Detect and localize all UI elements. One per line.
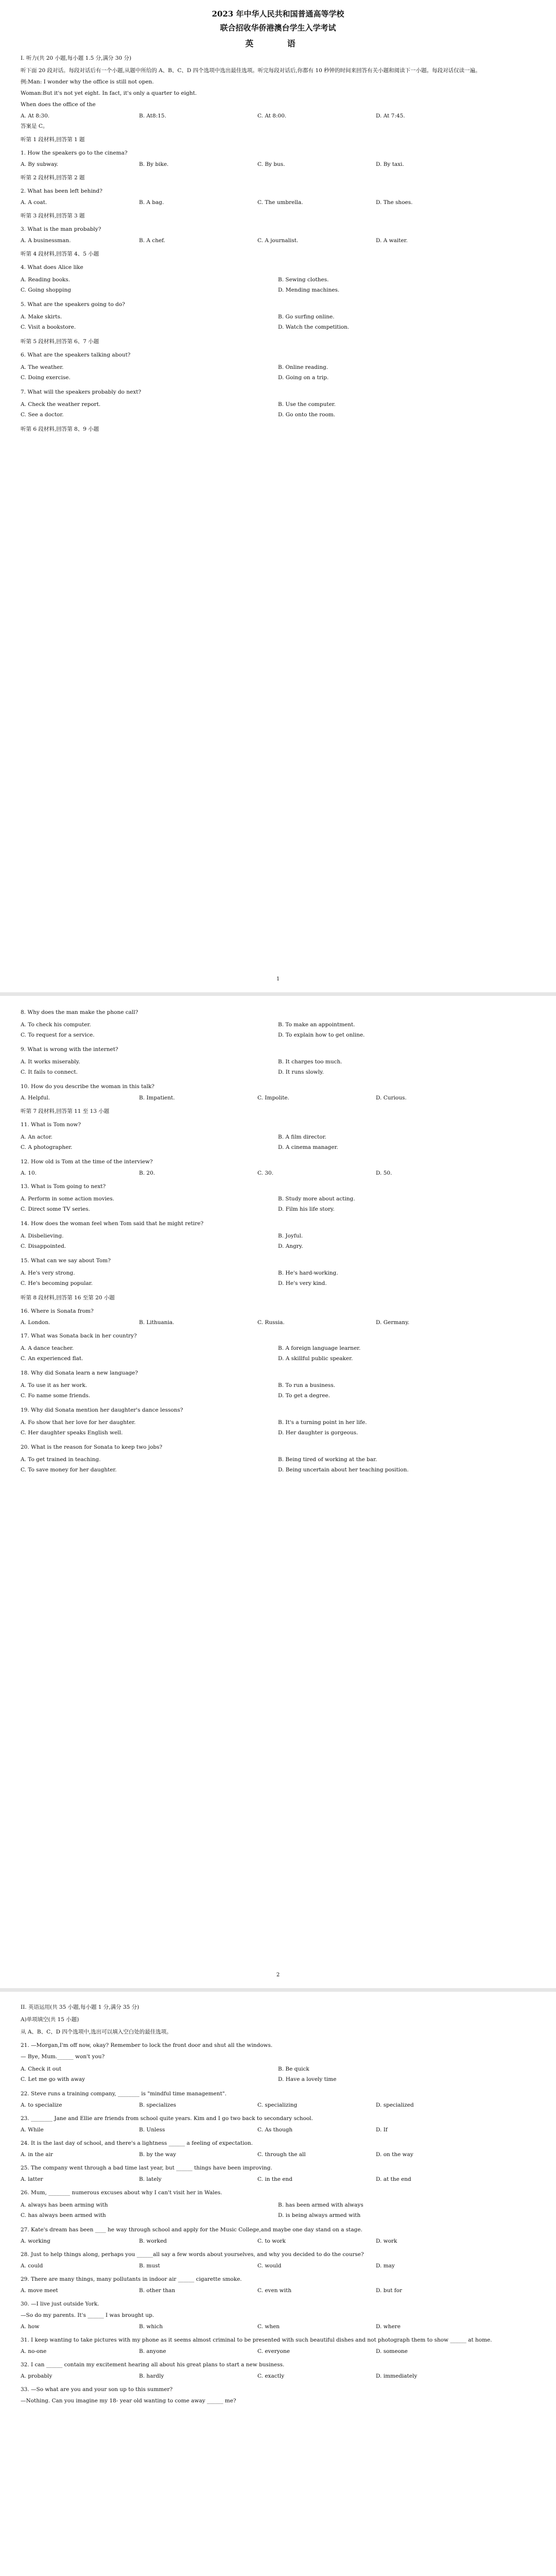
option: B. 20. xyxy=(139,1170,155,1176)
question-stem: 33. —So what are you and your son up to this summer? xyxy=(21,2386,173,2393)
question-options xyxy=(21,1454,535,1475)
option: D. but for xyxy=(376,2287,402,2294)
question-stem: 6. What are the speakers talking about? xyxy=(21,352,131,358)
option: C. Visit a bookstore. xyxy=(21,324,76,330)
option: B. must xyxy=(139,2263,160,2269)
option: A. Perform in some action movies. xyxy=(21,1196,114,1202)
option: C. to work xyxy=(257,2238,286,2244)
question-stem: 13. What is Tom going to next? xyxy=(21,1183,106,1190)
question-options xyxy=(21,1380,535,1401)
option: D. At 7:45. xyxy=(376,113,405,119)
option: B. To make an appointment. xyxy=(278,1022,355,1028)
option: D. Angry. xyxy=(278,1243,303,1249)
option: D. is being always armed with xyxy=(278,2212,361,2218)
option: A. Fo show that her love for her daughter. xyxy=(21,1419,136,1426)
option: C. At 8:00. xyxy=(257,113,287,119)
page-gap xyxy=(0,992,556,996)
option: C. in the end xyxy=(257,2176,293,2182)
option: D. Her daughter is gorgeous. xyxy=(278,1430,358,1436)
question-stem: 32. I can ______ contain my excitement hearing all about his great plans to start a new business. xyxy=(21,2362,285,2368)
option: D. He's very kind. xyxy=(278,1280,327,1286)
question-stem: 10. How do you describe the woman in this talk? xyxy=(21,1083,154,1090)
question-options xyxy=(21,1231,535,1251)
exam-title-line1: 2023 年中华人民共和国普通高等学校 xyxy=(212,9,344,19)
option: B. hardly xyxy=(139,2373,164,2379)
option: C. through the all xyxy=(257,2151,306,2158)
option: A. always has been arming with xyxy=(21,2202,108,2208)
option: B. It charges too much. xyxy=(278,1059,342,1065)
option: D. Film his life story. xyxy=(278,1206,335,1212)
option: C. 30. xyxy=(257,1170,274,1176)
question-options xyxy=(21,2347,535,2355)
option: C. when xyxy=(257,2324,280,2330)
question-options xyxy=(21,2150,535,2159)
question-options xyxy=(21,2286,535,2295)
subsection-heading: A)单项填空(共 15 小题) xyxy=(21,2016,79,2023)
option: C. An experienced flat. xyxy=(21,1355,83,1362)
option: B. A bag. xyxy=(139,199,164,206)
option: A. At 8:30. xyxy=(21,113,50,119)
question-stem: 20. What is the reason for Sonata to keep two jobs? xyxy=(21,1444,163,1450)
option: D. It runs slowly. xyxy=(278,1069,324,1075)
question-stem: 11. What is Tom now? xyxy=(21,1122,81,1128)
option: A. to specialize xyxy=(21,2102,62,2108)
option: D. immediately xyxy=(376,2373,418,2379)
question-list xyxy=(21,1008,535,1475)
question-options xyxy=(21,1057,535,1077)
question-options xyxy=(21,2372,535,2380)
option: D. To get a degree. xyxy=(278,1393,331,1399)
option: A. in the air xyxy=(21,2151,53,2158)
option: B. Study more about acting. xyxy=(278,1196,355,1202)
option: A. 10. xyxy=(21,1170,37,1176)
option: D. 50. xyxy=(376,1170,392,1176)
dialogue-line: —So do my parents. It's ______ I was brought up. xyxy=(21,2312,154,2318)
option: D. Germany. xyxy=(376,1319,410,1326)
option: B. specializes xyxy=(139,2102,177,2108)
option: D. To explain how to get online. xyxy=(278,1032,365,1038)
option: A. To get trained in teaching. xyxy=(21,1456,101,1463)
option: D. where xyxy=(376,2324,401,2330)
listening-instruction: 听第 2 段材料,回答第 2 题 xyxy=(21,175,85,181)
option: D. A skillful public speaker. xyxy=(278,1355,353,1362)
instructions-text: 从 A、B、C、D 四个选项中,选出可以填入空白处的最佳选项。 xyxy=(21,2029,172,2035)
example-line: When does the office of the xyxy=(21,101,96,108)
example-line: Woman:But it's not yet eight. In fact, it's only a quarter to eight. xyxy=(21,90,197,96)
option: D. specialized xyxy=(376,2102,414,2108)
question-stem: 4. What does Alice like xyxy=(21,264,83,270)
question-stem: 24. It is the last day of school, and there's a lightness ______ a feeling of expectation. xyxy=(21,2140,253,2146)
option: A. London. xyxy=(21,1319,50,1326)
option: B. It's a turning point in her life. xyxy=(278,1419,367,1426)
option: C. even with xyxy=(257,2287,292,2294)
option: A. An actor. xyxy=(21,1134,53,1140)
question-stem: 30. —I live just outside York. xyxy=(21,2301,99,2307)
example-options xyxy=(21,112,535,120)
option: D. Going on a trip. xyxy=(278,375,329,381)
option: D. A cinema manager. xyxy=(278,1144,338,1150)
option: C. Russia. xyxy=(257,1319,285,1326)
option: C. He's becoming popular. xyxy=(21,1280,93,1286)
exam-title-line2: 联合招收华侨港澳台学生入学考试 xyxy=(220,23,336,32)
question-stem: 25. The company went through a bad time last year, but ______ things have been improving. xyxy=(21,2165,272,2171)
option: A. probably xyxy=(21,2373,53,2379)
option: C. It fails to connect. xyxy=(21,1069,78,1075)
option: D. Being uncertain about her teaching position. xyxy=(278,1467,409,1473)
option: B. Online reading. xyxy=(278,364,328,370)
option: A. To use it as her work. xyxy=(21,1382,88,1388)
option: B. has been armed with always xyxy=(278,2202,363,2208)
section-heading: I. 听力(共 20 小题,每小题 1.5 分,满分 30 分) xyxy=(21,55,132,61)
question-options xyxy=(21,2175,535,2183)
listening-instruction: 听第 7 段材料,回答第 11 至 13 小题 xyxy=(21,1108,110,1114)
question-options xyxy=(21,1194,535,1214)
dialogue-line: — Bye, Mum.______ won't you? xyxy=(21,2054,105,2060)
question-list xyxy=(21,2041,535,2405)
listening-instruction: 听第 4 段材料,回答第 4、5 小题 xyxy=(21,251,99,257)
option: A. While xyxy=(21,2127,44,2133)
option: C. has always been armed with xyxy=(21,2212,106,2218)
option: D. someone xyxy=(376,2348,408,2354)
option: C. Her daughter speaks English well. xyxy=(21,1430,123,1436)
question-stem: 31. I keep wanting to take pictures with my phone as it seems almost criminal to be presented with such beautiful dishes and not photograph them to show ______ at home. xyxy=(21,2337,492,2343)
option: B. Sewing clothes. xyxy=(278,277,329,283)
option: B. A chef. xyxy=(139,238,166,244)
option: D. Curious. xyxy=(376,1095,407,1101)
option: D. work xyxy=(376,2238,397,2244)
option: D. By taxi. xyxy=(376,161,404,167)
question-stem: 16. Where is Sonata from? xyxy=(21,1308,94,1314)
question-options xyxy=(21,1417,535,1438)
question-stem: 27. Kate's dream has been ____ he way through school and apply for the Music College,and maybe one day stand on a stage. xyxy=(21,2227,362,2233)
option: A. Disbelieving. xyxy=(21,1233,64,1239)
option: C. Let me go with away xyxy=(21,2076,85,2082)
option: B. which xyxy=(139,2324,163,2330)
option: B. He's hard-working. xyxy=(278,1270,338,1276)
option: D. may xyxy=(376,2263,395,2269)
question-stem: 7. What will the speakers probably do next? xyxy=(21,389,142,395)
option: C. See a doctor. xyxy=(21,412,64,418)
subject-title: 英 语 xyxy=(245,39,311,48)
option: B. By bike. xyxy=(139,161,169,167)
option: D. Watch the competition. xyxy=(278,324,350,330)
option: C. A photographer. xyxy=(21,1144,73,1150)
listening-instruction: 听第 8 段材料,回答第 16 至第 20 小题 xyxy=(21,1295,115,1301)
option: B. Be quick xyxy=(278,2066,309,2072)
option: D. A waiter. xyxy=(376,238,408,244)
option: A. move meet xyxy=(21,2287,58,2294)
option: C. To save money for her daughter. xyxy=(21,1467,117,1473)
option: B. A foreign language learner. xyxy=(278,1345,361,1351)
option: A. To check his computer. xyxy=(21,1022,91,1028)
option: A. The weather. xyxy=(21,364,64,370)
option: C. exactly xyxy=(257,2373,285,2379)
option: C. By bus. xyxy=(257,161,285,167)
option: B. To run a business. xyxy=(278,1382,336,1388)
option: B. Unless xyxy=(139,2127,165,2133)
option: B. Lithuania. xyxy=(139,1319,175,1326)
option: B. other than xyxy=(139,2287,176,2294)
question-stem: 1. How the speakers go to the cinema? xyxy=(21,150,128,156)
option: B. worked xyxy=(139,2238,167,2244)
question-options xyxy=(21,198,535,207)
question-options xyxy=(21,1094,535,1102)
option: A. working xyxy=(21,2238,50,2244)
listening-instruction: 听第 1 段材料,回答第 1 题 xyxy=(21,137,85,143)
question-options xyxy=(21,236,535,245)
option: D. The shoes. xyxy=(376,199,413,206)
option: A. By subway. xyxy=(21,161,59,167)
question-stem: 12. How old is Tom at the time of the interview? xyxy=(21,1159,153,1165)
question-options xyxy=(21,2101,535,2109)
question-stem: 5. What are the speakers going to do? xyxy=(21,301,125,308)
option: B. A film director. xyxy=(278,1134,326,1140)
option: A. latter xyxy=(21,2176,43,2182)
option: D. Have a lovely time xyxy=(278,2076,337,2082)
question-options xyxy=(21,362,535,383)
dialogue-line: —Nothing. Can you imagine my 18- year old wanting to come away ______ me? xyxy=(21,2398,236,2404)
option: B. Go surfing online. xyxy=(278,314,335,320)
option: A. A dance teacher. xyxy=(21,1345,74,1351)
option: A. Check it out xyxy=(21,2066,62,2072)
instructions-text: 听下面 20 段对话。每段对话后有一个小题,从题中所给的 A、B、C、D 四个选项中选出最佳选项。听完每段对话后,你都有 10 秒钟的时间来回答有关小题和阅读下一小题。每段对话仅读一遍。 xyxy=(21,67,481,74)
question-stem: 19. Why did Sonata mention her daughter's dance lessons? xyxy=(21,1407,183,1413)
page-3 xyxy=(0,1992,556,2576)
option: B. lately xyxy=(139,2176,162,2182)
option: C. A journalist. xyxy=(257,238,299,244)
question-options xyxy=(21,1132,535,1153)
option: B. by the way xyxy=(139,2151,177,2158)
option: A. Check the weather report. xyxy=(21,401,101,408)
option: C. Disappointed. xyxy=(21,1243,66,1249)
option: A. Make skirts. xyxy=(21,314,62,320)
question-stem: 28. Just to help things along, perhaps you ______all say a few words about yourselves, and why you decided to do the course? xyxy=(21,2251,364,2258)
question-options xyxy=(21,2262,535,2270)
option: D. Go onto the room. xyxy=(278,412,336,418)
example-line: 例:Man: I wonder why the office is still not open. xyxy=(21,79,154,85)
question-options xyxy=(21,312,535,332)
page-2 xyxy=(0,996,556,1988)
option: C. Fo name some friends. xyxy=(21,1393,91,1399)
option: C. Going shopping xyxy=(21,287,71,293)
option: A. It works miserably. xyxy=(21,1059,80,1065)
option: B. At8:15. xyxy=(139,113,166,119)
option: B. Use the computer. xyxy=(278,401,336,408)
question-stem: 21. —Morgan,I'm off now, okay? Remember to lock the front door and shut all the windows. xyxy=(21,2042,273,2048)
listening-instruction: 听第 5 段材料,回答第 6、7 小题 xyxy=(21,338,99,345)
question-options xyxy=(21,2323,535,2331)
option: A. how xyxy=(21,2324,40,2330)
option: D. on the way xyxy=(376,2151,413,2158)
question-stem: 18. Why did Sonata learn a new language? xyxy=(21,1370,138,1376)
question-options xyxy=(21,275,535,295)
question-options xyxy=(21,160,535,168)
option: A. could xyxy=(21,2263,43,2269)
example-answer: 答案是 C。 xyxy=(21,123,48,129)
question-options xyxy=(21,1343,535,1364)
option: A. no-one xyxy=(21,2348,47,2354)
question-options xyxy=(21,2064,535,2084)
option: C. Impolite. xyxy=(257,1095,289,1101)
question-stem: 2. What has been left behind? xyxy=(21,188,102,194)
section-heading: II. 英语运用(共 35 小题,每小题 1 分,满分 35 分) xyxy=(21,2004,140,2010)
question-stem: 22. Steve runs a training company, ________ is "mindful time management". xyxy=(21,2091,227,2097)
question-stem: 15. What can we say about Tom? xyxy=(21,1258,111,1264)
option: D. at the end xyxy=(376,2176,411,2182)
option: C. To request for a service. xyxy=(21,1032,95,1038)
question-options xyxy=(21,2126,535,2134)
option: C. Direct some TV series. xyxy=(21,1206,90,1212)
question-options xyxy=(21,1268,535,1289)
page-gap xyxy=(0,1988,556,1992)
question-options xyxy=(21,1169,535,1177)
page-number: 1 xyxy=(276,976,280,982)
page-1 xyxy=(0,0,556,992)
option: A. A coat. xyxy=(21,199,47,206)
question-stem: 23. ________ Jane and Ellie are friends from school quite years. Kim and I go two back to secondary school. xyxy=(21,2115,313,2122)
option: A. A businessman. xyxy=(21,238,71,244)
option: C. As though xyxy=(257,2127,293,2133)
option: B. Impatient. xyxy=(139,1095,175,1101)
option: C. Doing exercise. xyxy=(21,375,71,381)
option: A. Reading books. xyxy=(21,277,70,283)
listening-instruction: 听第 3 段材料,回答第 3 题 xyxy=(21,213,85,219)
question-options xyxy=(21,2200,535,2221)
option: D. Mending machines. xyxy=(278,287,340,293)
option: C. The umbrella. xyxy=(257,199,303,206)
question-stem: 26. Mum, ________ numerous excuses about why I can't visit her in Wales. xyxy=(21,2190,222,2196)
option: B. anyone xyxy=(139,2348,166,2354)
question-options xyxy=(21,2237,535,2245)
question-options xyxy=(21,1020,535,1040)
question-stem: 3. What is the man probably? xyxy=(21,226,101,232)
question-options xyxy=(21,1318,535,1327)
question-stem: 8. Why does the man make the phone call? xyxy=(21,1009,138,1015)
option: A. He's very strong. xyxy=(21,1270,75,1276)
question-options xyxy=(21,399,535,420)
question-stem: 17. What was Sonata back in her country? xyxy=(21,1333,137,1339)
option: C. would xyxy=(257,2263,282,2269)
listening-instruction: 听第 6 段材料,回答第 8、9 小题 xyxy=(21,426,99,432)
question-stem: 9. What is wrong with the internet? xyxy=(21,1046,118,1053)
option: D. If xyxy=(376,2127,388,2133)
question-stem: 14. How does the woman feel when Tom said that he might retire? xyxy=(21,1221,204,1227)
option: B. Being tired of working at the bar. xyxy=(278,1456,377,1463)
question-stem: 29. There are many things, many pollutants in indoor air ______ cigarette smoke. xyxy=(21,2276,242,2282)
option: C. everyone xyxy=(257,2348,290,2354)
option: A. Helpful. xyxy=(21,1095,50,1101)
option: B. Joyful. xyxy=(278,1233,303,1239)
option: C. specializing xyxy=(257,2102,298,2108)
page-number: 2 xyxy=(276,1972,280,1978)
